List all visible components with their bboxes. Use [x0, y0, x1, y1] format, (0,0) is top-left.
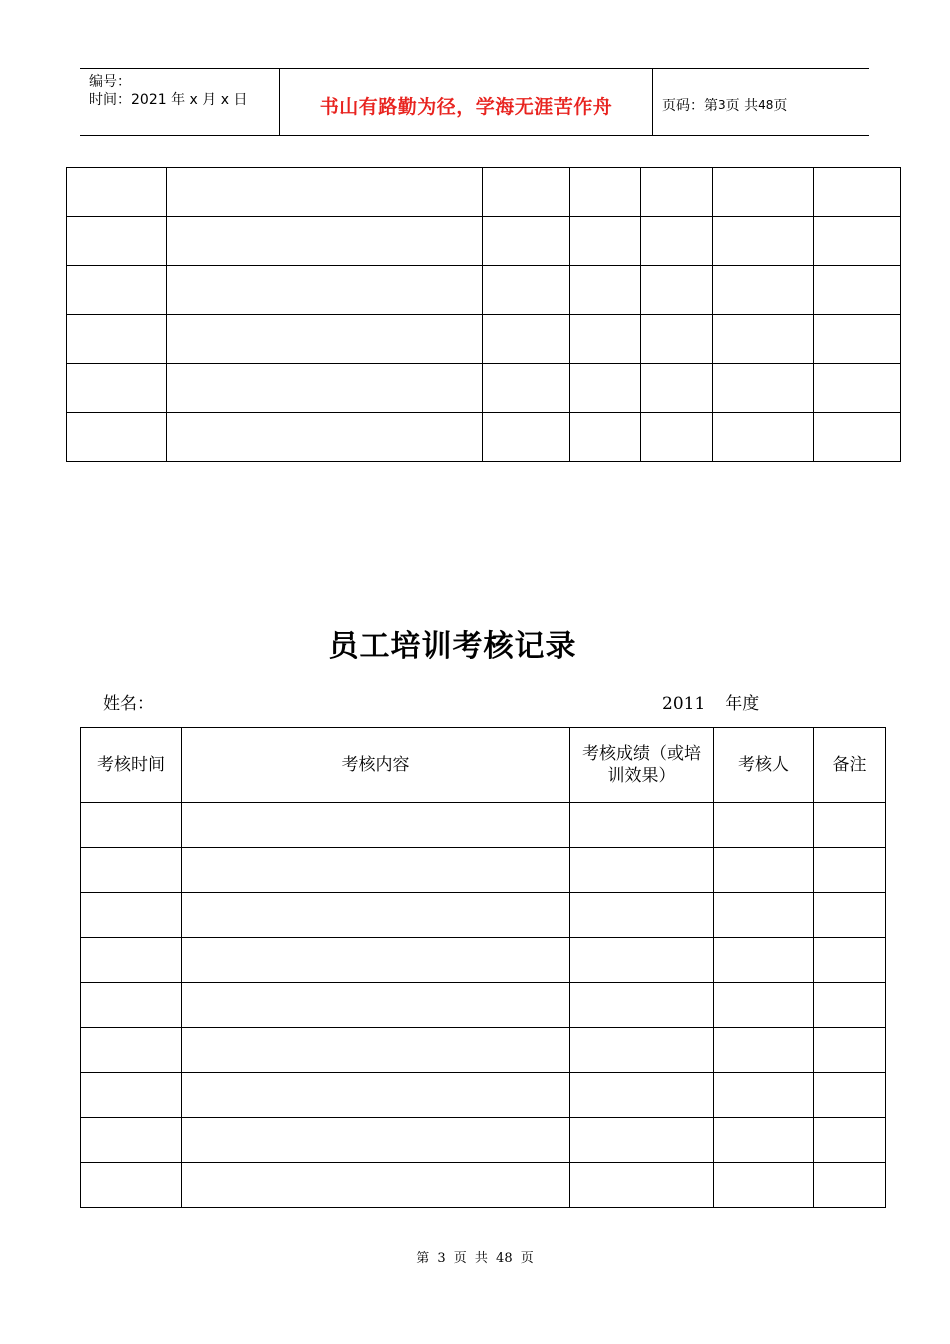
- table-cell: [714, 803, 814, 848]
- page-footer: 第 3 页 共 48 页: [416, 1251, 534, 1266]
- name-label: 姓名：: [103, 694, 154, 714]
- table-cell: [182, 893, 570, 938]
- training-record-table: [80, 727, 886, 1208]
- page-prefix: 页码：第: [662, 98, 718, 114]
- table-cell: [570, 938, 714, 983]
- year-suffix: 年度: [725, 694, 760, 714]
- table-row: [67, 266, 901, 315]
- table-cell: [713, 413, 814, 462]
- table-row: [67, 217, 901, 266]
- col-header-time: 考核时间: [81, 728, 182, 803]
- col-header-score: 考核成绩（或培训效果）: [570, 728, 714, 803]
- page-header: [80, 68, 869, 136]
- table-cell: [67, 217, 167, 266]
- table-cell: [182, 1163, 570, 1208]
- table-cell: [814, 1073, 886, 1118]
- table-cell: [67, 168, 167, 217]
- header-meta: [80, 69, 280, 135]
- table-cell: [483, 266, 570, 315]
- table-row: [67, 168, 901, 217]
- table-cell: [483, 168, 570, 217]
- table-cell: [714, 938, 814, 983]
- table-cell: [814, 938, 886, 983]
- table-cell: [483, 315, 570, 364]
- table-cell: [814, 413, 901, 462]
- table-cell: [67, 266, 167, 315]
- table-cell: [814, 1163, 886, 1208]
- table-cell: [641, 217, 713, 266]
- table-cell: [714, 1073, 814, 1118]
- table-cell: [713, 364, 814, 413]
- table-cell: [814, 217, 901, 266]
- table-cell: [182, 1073, 570, 1118]
- table-cell: [714, 983, 814, 1028]
- serial-label: 编号：: [89, 74, 131, 90]
- table-cell: [182, 938, 570, 983]
- table-row: [81, 938, 886, 983]
- time-label: 时间：2021 年 x 月 x 日: [89, 92, 248, 108]
- table-cell: [81, 803, 182, 848]
- table-cell: [714, 1163, 814, 1208]
- table-row: [81, 848, 886, 893]
- table-cell: [81, 1163, 182, 1208]
- table-cell: [81, 893, 182, 938]
- page-total: 48: [758, 98, 774, 112]
- table-cell: [81, 983, 182, 1028]
- table-cell: [81, 1028, 182, 1073]
- table-cell: [641, 266, 713, 315]
- table-cell: [167, 266, 483, 315]
- table-cell: [81, 938, 182, 983]
- table-cell: [570, 168, 641, 217]
- table-cell: [570, 1118, 714, 1163]
- page-number: 3: [718, 98, 726, 112]
- table-row: [81, 1163, 886, 1208]
- table-cell: [714, 893, 814, 938]
- table-cell: [570, 1163, 714, 1208]
- header-motto: 书山有路勤为径，学海无涯苦作舟: [280, 69, 653, 135]
- table-cell: [167, 217, 483, 266]
- table-cell: [483, 364, 570, 413]
- table-row: [81, 803, 886, 848]
- table-cell: [570, 364, 641, 413]
- col-header-content: 考核内容: [182, 728, 570, 803]
- table-cell: [182, 1028, 570, 1073]
- table-cell: [81, 1118, 182, 1163]
- table-header-row: [81, 728, 886, 803]
- table-row: [67, 364, 901, 413]
- table-cell: [81, 848, 182, 893]
- table-row: [81, 893, 886, 938]
- table-cell: [167, 413, 483, 462]
- page-suffix: 页: [773, 98, 788, 114]
- header-page-info: [653, 69, 869, 135]
- table-cell: [67, 413, 167, 462]
- table-cell: [182, 1118, 570, 1163]
- upper-empty-table: [66, 167, 901, 462]
- table-cell: [814, 1028, 886, 1073]
- table-cell: [814, 364, 901, 413]
- table-row: [81, 1118, 886, 1163]
- table-cell: [570, 266, 641, 315]
- table-cell: [570, 1028, 714, 1073]
- table-cell: [570, 848, 714, 893]
- page-mid: 页 共: [725, 98, 759, 114]
- table-cell: [67, 364, 167, 413]
- table-cell: [182, 983, 570, 1028]
- table-cell: [167, 364, 483, 413]
- table-cell: [714, 848, 814, 893]
- table-cell: [167, 315, 483, 364]
- table-cell: [570, 893, 714, 938]
- table-cell: [814, 893, 886, 938]
- table-row: [81, 1028, 886, 1073]
- table-cell: [570, 803, 714, 848]
- table-cell: [641, 168, 713, 217]
- year-label: [662, 689, 779, 714]
- col-header-remarks: 备注: [814, 728, 886, 803]
- table-cell: [182, 803, 570, 848]
- table-cell: [814, 848, 886, 893]
- table-cell: [570, 983, 714, 1028]
- year-value: 2011: [662, 694, 706, 714]
- table-cell: [814, 266, 901, 315]
- table-cell: [714, 1028, 814, 1073]
- table-row: [67, 315, 901, 364]
- col-header-assessor: 考核人: [714, 728, 814, 803]
- table-cell: [570, 1073, 714, 1118]
- page-title: 员工培训考核记录: [328, 629, 577, 664]
- table-cell: [641, 413, 713, 462]
- table-cell: [713, 315, 814, 364]
- table-cell: [182, 848, 570, 893]
- table-cell: [713, 266, 814, 315]
- table-cell: [814, 168, 901, 217]
- table-cell: [641, 315, 713, 364]
- table-cell: [570, 315, 641, 364]
- table-cell: [814, 803, 886, 848]
- table-cell: [713, 168, 814, 217]
- table-cell: [641, 364, 713, 413]
- table-cell: [167, 168, 483, 217]
- table-cell: [570, 217, 641, 266]
- table-cell: [483, 217, 570, 266]
- table-cell: [81, 1073, 182, 1118]
- table-row: [81, 1073, 886, 1118]
- table-cell: [67, 315, 167, 364]
- table-cell: [814, 1118, 886, 1163]
- table-cell: [483, 413, 570, 462]
- table-cell: [570, 413, 641, 462]
- table-cell: [714, 1118, 814, 1163]
- table-cell: [814, 983, 886, 1028]
- table-row: [81, 983, 886, 1028]
- table-cell: [814, 315, 901, 364]
- table-row: [67, 413, 901, 462]
- table-cell: [713, 217, 814, 266]
